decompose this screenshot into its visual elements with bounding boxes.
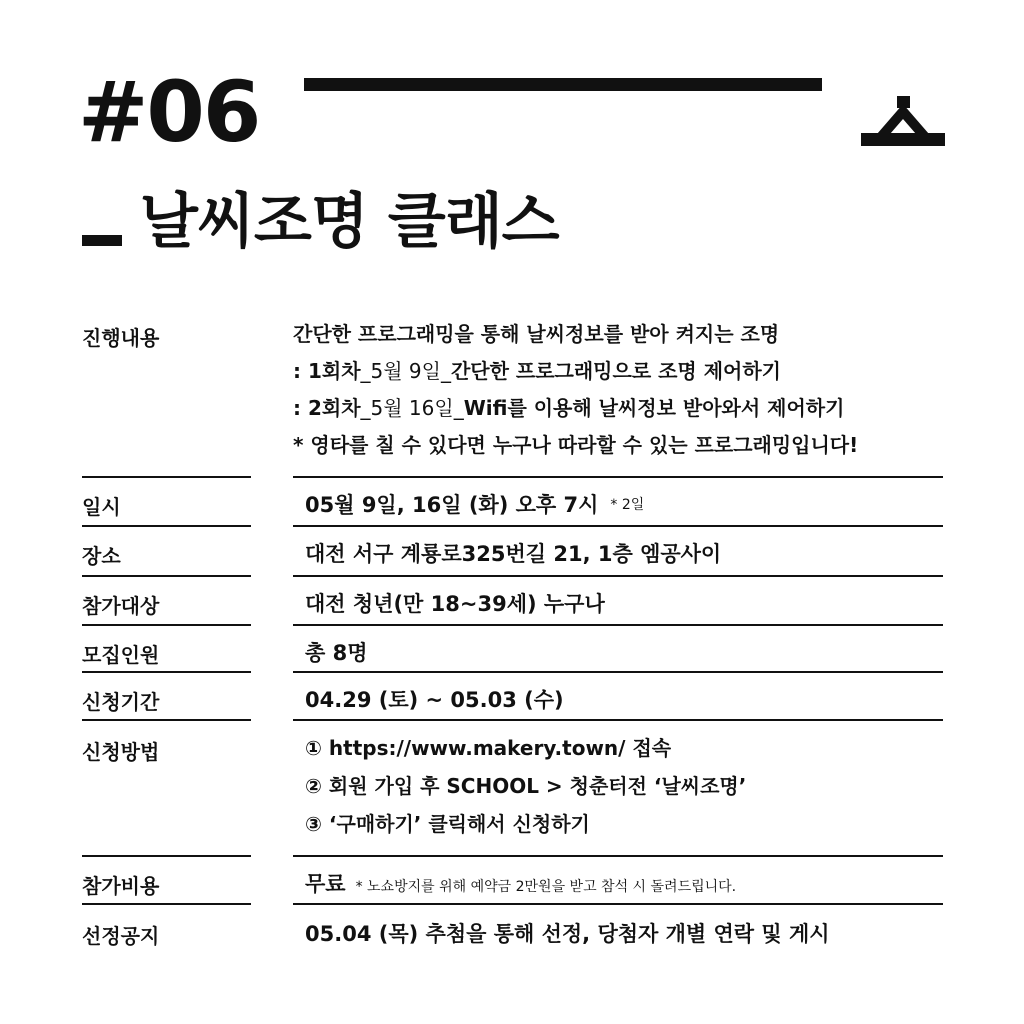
capacity-label: 모집인원	[82, 643, 160, 667]
divider-right	[293, 525, 943, 527]
method-steps	[305, 729, 746, 843]
target-label: 참가대상	[82, 594, 160, 618]
divider-left	[82, 719, 251, 721]
divider-right	[293, 855, 943, 857]
divider-right	[293, 476, 943, 478]
content-session-1	[293, 353, 858, 390]
place-label: 장소	[82, 544, 121, 568]
capacity-value: 총 8명	[305, 641, 368, 665]
method-label: 신청방법	[82, 740, 160, 764]
session-1-date: _5월 9일_	[360, 359, 451, 383]
triangle-logo-icon	[861, 96, 945, 146]
divider-left	[82, 855, 251, 857]
session-2-date: _5월 16일_	[360, 396, 464, 420]
announce-value: 05.04 (목) 추첨을 통해 선정, 당첨자 개별 연락 및 게시	[305, 922, 830, 946]
divider-left	[82, 624, 251, 626]
method-step-3: ③ ‘구매하기’ 클릭해서 신청하기	[305, 812, 590, 836]
target-value: 대전 청년(만 18~39세) 누구나	[305, 592, 605, 616]
content-session-2	[293, 390, 858, 427]
datetime-label: 일시	[82, 495, 121, 519]
fee-value	[305, 868, 736, 898]
divider-left	[82, 671, 251, 673]
datetime-value	[305, 489, 644, 519]
content-note: * 영타를 칠 수 있다면 누구나 따라할 수 있는 프로그래밍입니다!	[293, 433, 859, 457]
content-label: 진행내용	[82, 326, 160, 350]
page-title-text: 날씨조명 클래스	[140, 187, 559, 257]
session-2-desc: Wifi를 이용해 날씨정보 받아와서 제어하기	[463, 396, 845, 420]
content-summary: 간단한 프로그래밍을 통해 날씨정보를 받아 켜지는 조명	[293, 322, 780, 346]
period-label: 신청기간	[82, 690, 160, 714]
divider-left	[82, 525, 251, 527]
fee-note: * 노쇼방지를 위해 예약금 2만원을 받고 참석 시 돌려드립니다.	[355, 879, 737, 895]
divider-left	[82, 476, 251, 478]
session-1-desc: 간단한 프로그래밍으로 조명 제어하기	[450, 359, 781, 383]
divider-right	[293, 624, 943, 626]
fee-label: 참가비용	[82, 874, 160, 898]
header-divider	[304, 78, 822, 91]
session-1-prefix: : 1회차	[293, 359, 361, 383]
content-description	[293, 316, 858, 464]
announce-label: 선정공지	[82, 924, 160, 948]
divider-right	[293, 719, 943, 721]
page-title	[82, 182, 559, 262]
datetime-text: 05월 9일, 16일 (화) 오후 7시	[305, 493, 599, 517]
title-underscore	[82, 235, 122, 246]
divider-right	[293, 903, 943, 905]
divider-left	[82, 575, 251, 577]
datetime-note: * 2일	[610, 497, 645, 513]
event-number: #06	[78, 63, 260, 161]
method-step-2: ② 회원 가입 후 SCHOOL > 청춘터전 ‘날씨조명’	[305, 774, 747, 798]
period-value: 04.29 (토) ~ 05.03 (수)	[305, 688, 564, 712]
fee-text: 무료	[305, 872, 346, 896]
method-step-1: ① https://www.makery.town/ 접속	[305, 736, 672, 760]
divider-right	[293, 671, 943, 673]
session-2-prefix: : 2회차	[293, 396, 361, 420]
divider-right	[293, 575, 943, 577]
place-value: 대전 서구 계룡로325번길 21, 1층 엠공사이	[305, 542, 722, 566]
divider-left	[82, 903, 251, 905]
